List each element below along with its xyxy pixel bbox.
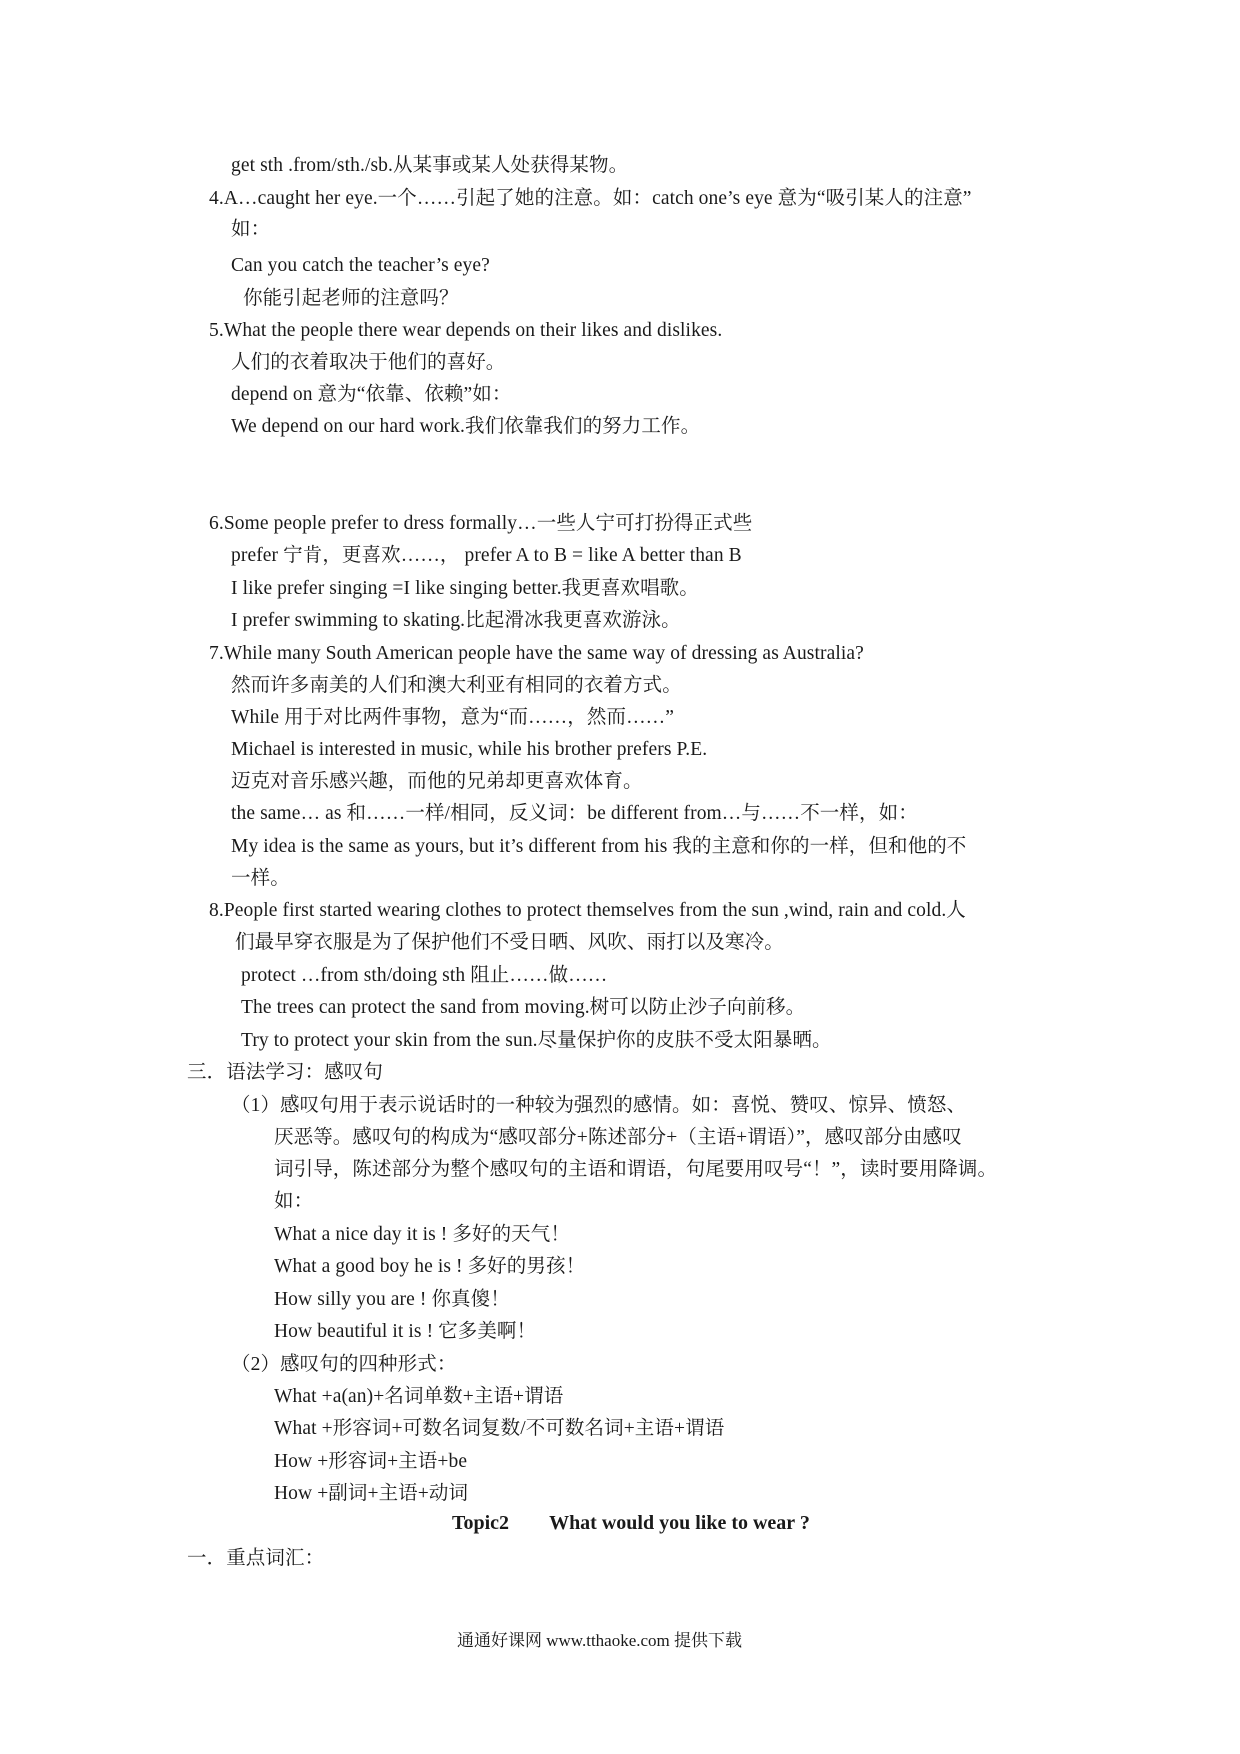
section-heading: 一．重点词汇： bbox=[187, 1548, 325, 1569]
text-line: depend on 意为“依靠、依赖”如： bbox=[231, 384, 512, 405]
text-line: 人们的衣着取决于他们的喜好。 bbox=[231, 352, 506, 373]
text-line: What a nice day it is ! 多好的天气！ bbox=[274, 1224, 570, 1245]
text-line: How beautiful it is ! 它多美啊！ bbox=[274, 1321, 537, 1342]
text-line: The trees can protect the sand from moving.树可以防止沙子向前移。 bbox=[241, 997, 806, 1018]
text-line: My idea is the same as yours, but it’s different from his 我的主意和你的一样，但和他的不 bbox=[231, 836, 967, 857]
text-line: 如： bbox=[231, 219, 271, 240]
text-line: 一样。 bbox=[231, 868, 290, 889]
topic-number: Topic2 bbox=[452, 1512, 510, 1534]
text-line: get sth .from/sth./sb.从某事或某人处获得某物。 bbox=[231, 155, 629, 176]
text-line: 如： bbox=[274, 1191, 314, 1212]
topic-question: What would you like to wear ? bbox=[549, 1512, 810, 1534]
text-line: the same… as 和……一样/相同，反义词：be different from…与……不一样，如： bbox=[231, 803, 918, 824]
text-line: We depend on our hard work.我们依靠我们的努力工作。 bbox=[231, 416, 701, 437]
text-line: What +a(an)+名词单数+主语+谓语 bbox=[274, 1386, 564, 1407]
text-line: 7.While many South American people have the same way of dressing as Australia? bbox=[209, 643, 864, 664]
text-line: （1）感叹句用于表示说话时的一种较为强烈的感情。如：喜悦、赞叹、惊异、愤怒、 bbox=[231, 1095, 967, 1116]
text-line: 们最早穿衣服是为了保护他们不受日晒、风吹、雨打以及寒冷。 bbox=[235, 932, 784, 953]
text-line: 6.Some people prefer to dress formally…一些人宁可打扮得正式些 bbox=[209, 513, 753, 534]
text-line: I prefer swimming to skating.比起滑冰我更喜欢游泳。 bbox=[231, 610, 681, 631]
text-line: 你能引起老师的注意吗？ bbox=[243, 288, 459, 309]
text-line: 8.People first started wearing clothes to protect themselves from the sun ,wind, rain and cold.人 bbox=[209, 900, 966, 921]
text-line: How +副词+主语+动词 bbox=[274, 1483, 469, 1504]
topic-title bbox=[452, 1512, 810, 1535]
text-line: 5.What the people there wear depends on their likes and dislikes. bbox=[209, 320, 723, 341]
text-line: prefer 宁肯，更喜欢……， prefer A to B = like A better than B bbox=[231, 545, 742, 566]
text-line: 厌恶等。感叹句的构成为“感叹部分+陈述部分+（主语+谓语）”，感叹部分由感叹 bbox=[274, 1127, 962, 1148]
text-line: 词引导，陈述部分为整个感叹句的主语和谓语，句尾要用叹号“！”，读时要用降调。 bbox=[274, 1159, 998, 1180]
text-line: 然而许多南美的人们和澳大利亚有相同的衣着方式。 bbox=[231, 675, 682, 696]
text-line: Michael is interested in music, while his brother prefers P.E. bbox=[231, 739, 708, 760]
text-line: protect …from sth/doing sth 阻止……做…… bbox=[241, 965, 608, 986]
text-line: While 用于对比两件事物，意为“而……，然而……” bbox=[231, 707, 675, 728]
page-footer: 通通好课网 www.tthaoke.com 提供下载 bbox=[457, 1631, 743, 1650]
text-line: 4.A…caught her eye.一个……引起了她的注意。如：catch one’s eye 意为“吸引某人的注意” bbox=[209, 188, 972, 209]
section-heading: 三．语法学习：感叹句 bbox=[187, 1062, 384, 1083]
text-line: What a good boy he is ! 多好的男孩！ bbox=[274, 1256, 586, 1277]
text-line: Can you catch the teacher’s eye? bbox=[231, 255, 490, 276]
text-line: How silly you are ! 你真傻！ bbox=[274, 1289, 510, 1310]
text-line: 迈克对音乐感兴趣，而他的兄弟却更喜欢体育。 bbox=[231, 771, 643, 792]
text-line: What +形容词+可数名词复数/不可数名词+主语+谓语 bbox=[274, 1418, 725, 1439]
text-line: Try to protect your skin from the sun.尽量保护你的皮肤不受太阳暴晒。 bbox=[241, 1030, 832, 1051]
text-line: （2）感叹句的四种形式： bbox=[231, 1354, 457, 1375]
text-line: I like prefer singing =I like singing better.我更喜欢唱歌。 bbox=[231, 578, 699, 599]
text-line: How +形容词+主语+be bbox=[274, 1451, 468, 1472]
